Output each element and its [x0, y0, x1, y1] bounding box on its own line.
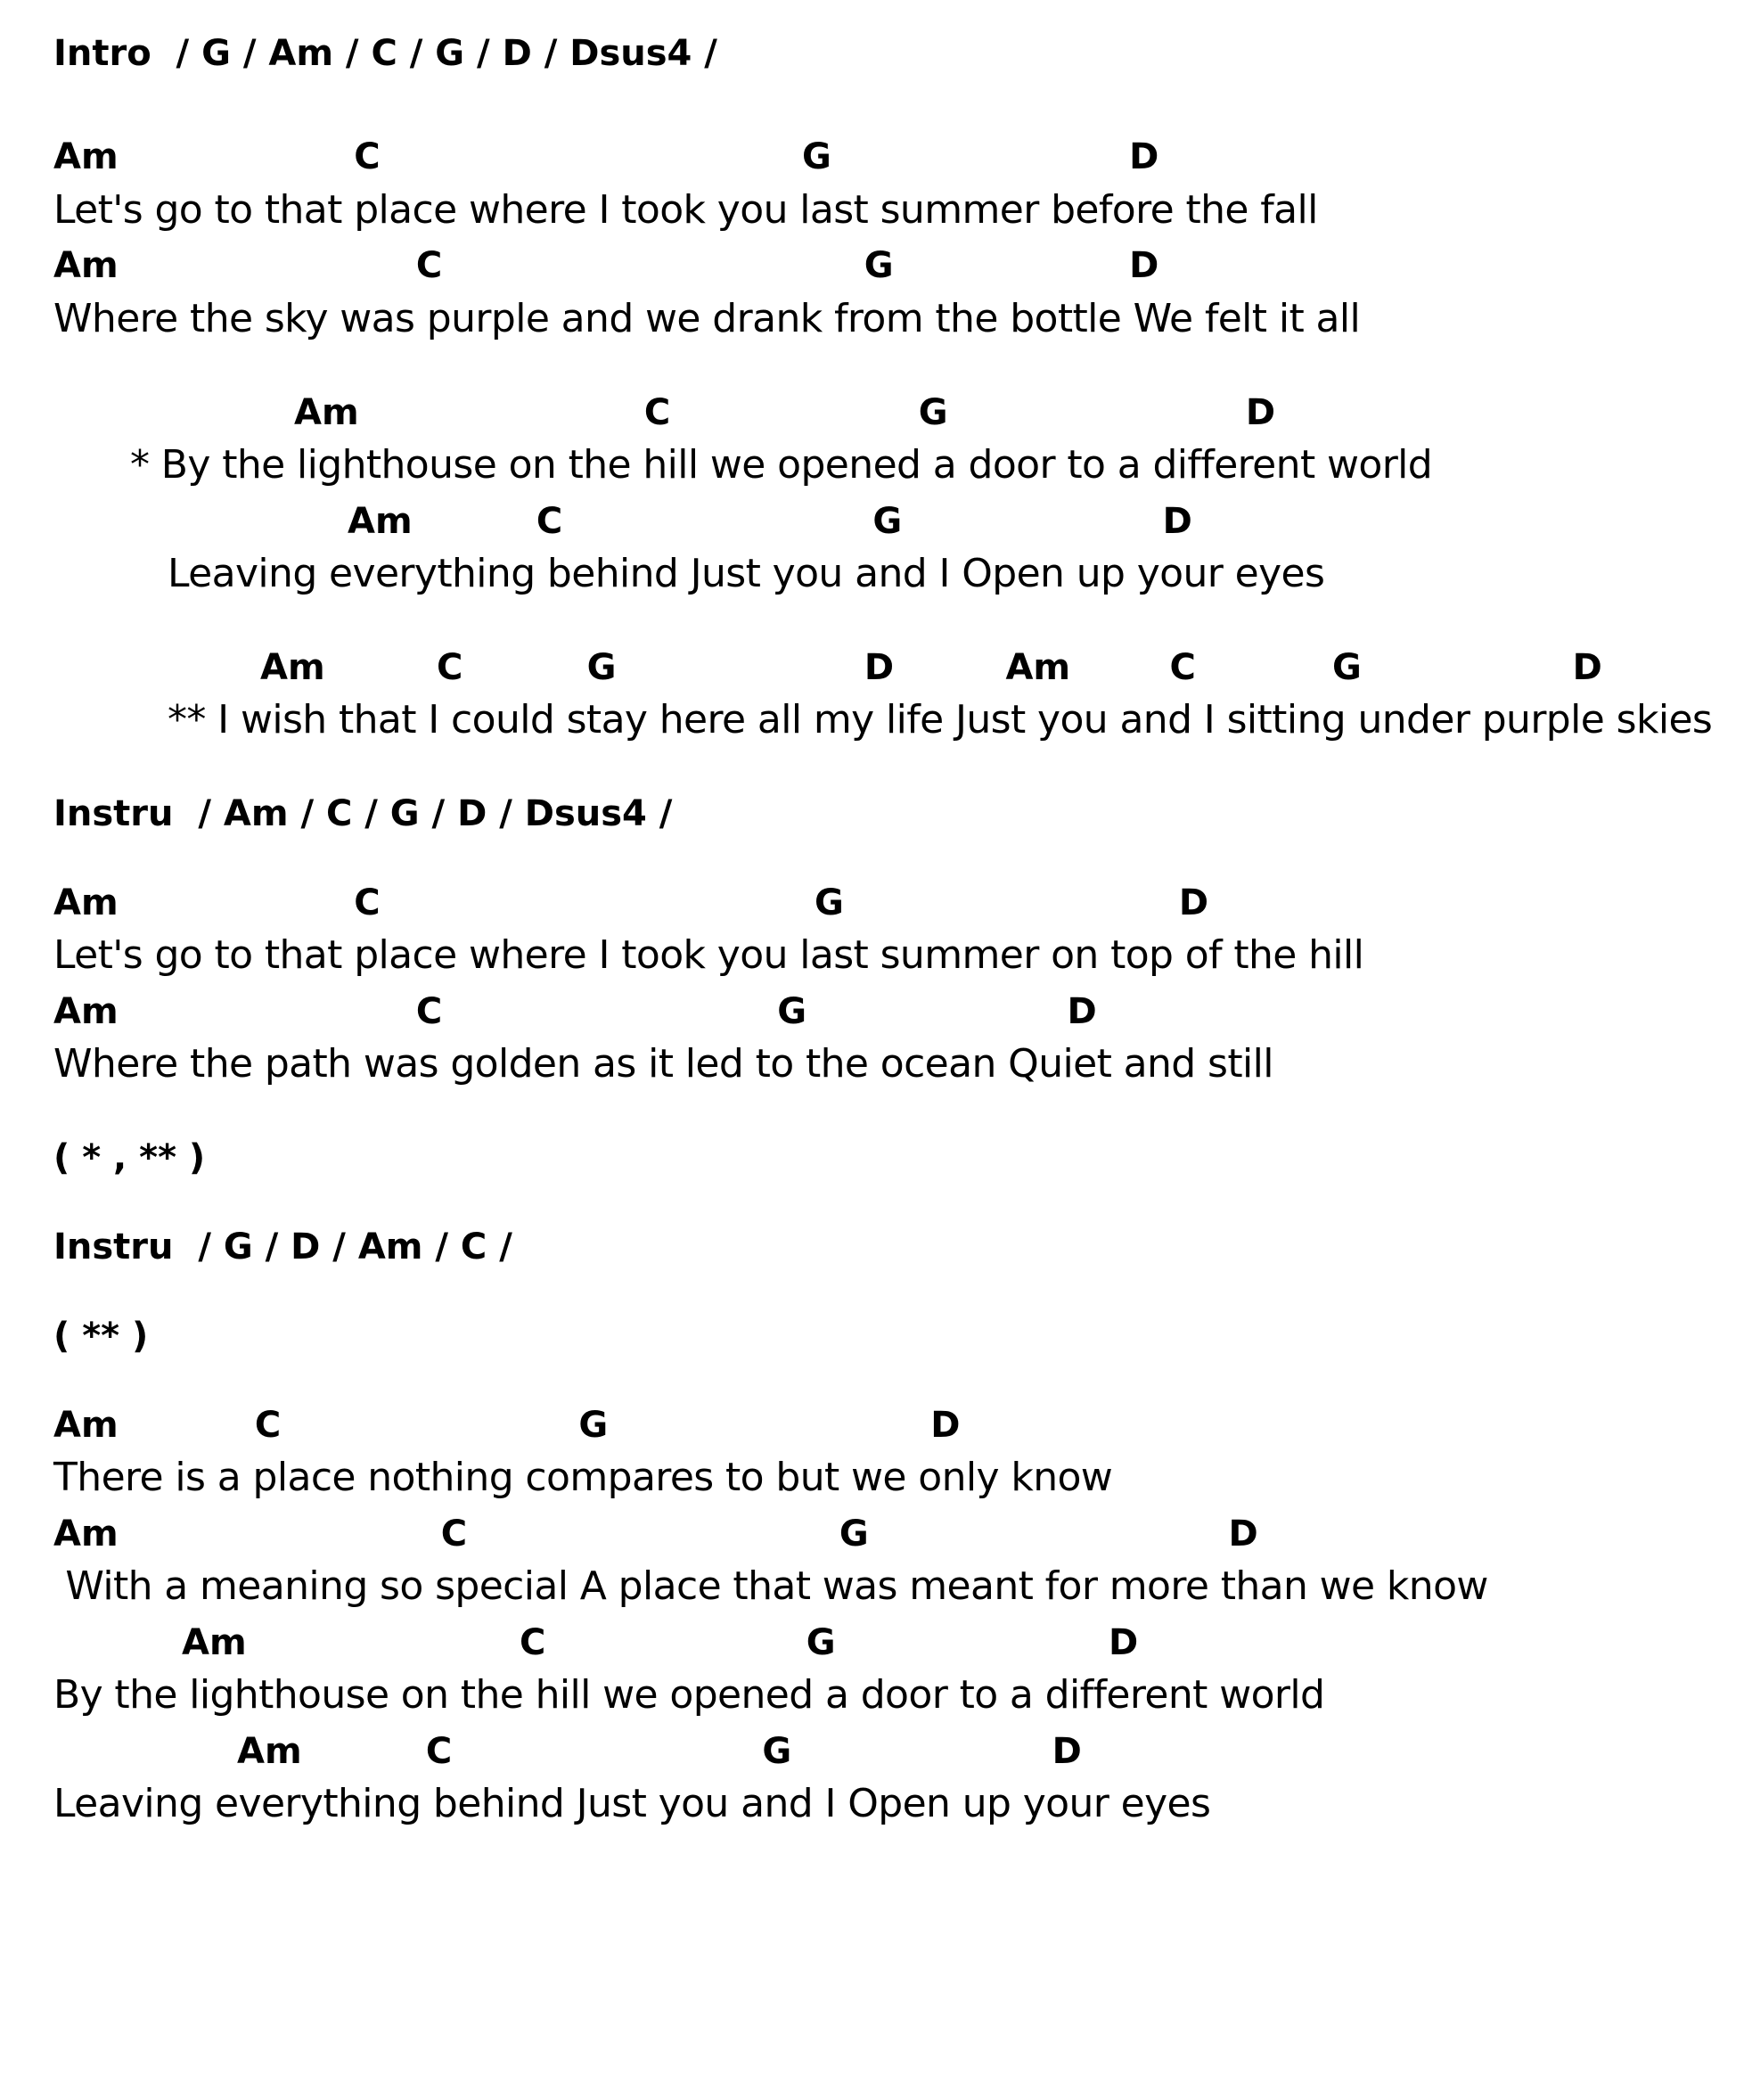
bridge-lyric-1: There is a place nothing compares to but we only know	[53, 1455, 1113, 1500]
bridge-chords-3: Am C G D	[182, 1622, 1139, 1663]
verse2-lyric-1: Let's go to that place where I took you last summer on top of the hill	[53, 932, 1364, 978]
chorus-chords-2: Am C G D	[348, 501, 1192, 542]
bridge-chords-2: Am C G D	[53, 1513, 1258, 1554]
bridge-lyric-3: By the lighthouse on the hill we opened a door to a different world	[53, 1672, 1325, 1718]
bridge-chords-1: Am C G D	[53, 1405, 961, 1446]
verse2-lyric-2: Where the path was golden as it led to the ocean Quiet and still	[53, 1041, 1273, 1087]
refrain-lyric: ** I wish that I could stay here all my life Just you and I sitting under purple skies	[168, 697, 1713, 742]
verse1-lyric-2: Where the sky was purple and we drank from the bottle We felt it all	[53, 296, 1361, 341]
refrain-chords: Am C G D Am C G D	[260, 647, 1602, 688]
repeat-marker-refrain: ( ** )	[53, 1316, 149, 1357]
chorus-chords-1: Am C G D	[294, 392, 1276, 433]
verse2-chords-1: Am C G D	[53, 882, 1209, 923]
verse1-chords-1: Am C G D	[53, 136, 1159, 177]
verse2-chords-2: Am C G D	[53, 991, 1097, 1032]
bridge-lyric-2: With a meaning so special A place that was meant for more than we know	[53, 1563, 1488, 1609]
intro-chord-line: Intro / G / Am / C / G / D / Dsus4 /	[53, 33, 717, 74]
bridge-chords-4: Am C G D	[237, 1731, 1082, 1772]
instru2-chord-line: Instru / G / D / Am / C /	[53, 1226, 512, 1267]
verse1-lyric-1: Let's go to that place where I took you last summer before the fall	[53, 187, 1318, 233]
chorus-lyric-2: Leaving everything behind Just you and I Open up your eyes	[168, 551, 1325, 596]
bridge-lyric-4: Leaving everything behind Just you and I Open up your eyes	[53, 1781, 1211, 1826]
repeat-marker-chorus-refrain: ( * , ** )	[53, 1137, 206, 1178]
chorus-lyric-1: * By the lighthouse on the hill we opened a door to a different world	[130, 442, 1433, 488]
instru1-chord-line: Instru / Am / C / G / D / Dsus4 /	[53, 793, 673, 834]
verse1-chords-2: Am C G D	[53, 245, 1159, 286]
